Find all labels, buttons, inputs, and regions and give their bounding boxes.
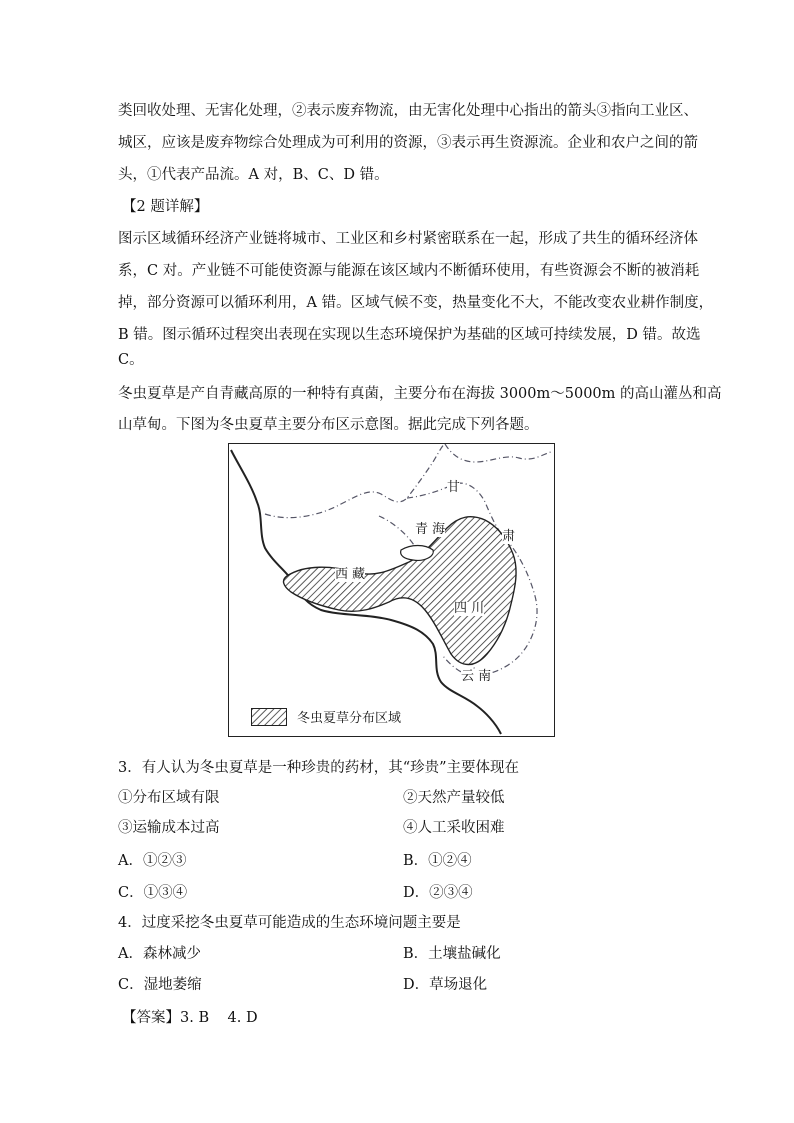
legend-hatch-swatch <box>251 708 287 726</box>
distribution-region <box>284 517 517 665</box>
label-yunnan: 云 南 <box>461 669 492 684</box>
label-sichuan: 四 川 <box>454 601 485 616</box>
province-boundary-north <box>265 444 445 518</box>
text-line: 城区，应该是废弃物综合处理成为可利用的资源，③表示再生资源流。企业和农户之间的箭 <box>118 135 698 151</box>
label-xizang: 西 藏 <box>335 567 366 582</box>
question-stem: 4．过度采挖冬虫夏草可能造成的生态环境问题主要是 <box>118 915 461 931</box>
option-c: C．①③④ <box>118 885 188 901</box>
legend-label: 冬虫夏草分布区域 <box>297 711 402 726</box>
statement-item: ③运输成本过高 <box>118 820 220 836</box>
statement-item: ②天然产量较低 <box>403 790 505 806</box>
option-a: A．①②③ <box>118 853 187 869</box>
text-line: 图示区域循环经济产业链将城市、工业区和乡村紧密联系在一起，形成了共生的循环经济体 <box>118 231 698 247</box>
text-line: 冬虫夏草是产自青藏高原的一种特有真菌，主要分布在海拔 3000m～5000m 的高山灌丛和高 <box>118 386 722 402</box>
province-boundary-top-right <box>445 444 551 462</box>
label-su: 肃 <box>502 529 516 544</box>
label-qinghai: 青 海 <box>415 522 446 537</box>
text-line: B 错。图示循环过程突出表现在实现以生态环境保护为基础的区域可持续发展，D 错。故选 <box>118 327 701 343</box>
answer-line: 【答案】3. B 4. D <box>122 1010 258 1026</box>
statement-item: ④人工采收困难 <box>403 820 505 836</box>
option-b: B．土壤盐碱化 <box>403 946 501 962</box>
option-d: D．②③④ <box>403 885 473 901</box>
map-drawing <box>229 444 553 735</box>
distribution-map <box>228 443 555 737</box>
option-a: A．森林减少 <box>118 946 201 962</box>
text-line: C。 <box>118 352 144 368</box>
option-c: C．湿地萎缩 <box>118 977 202 993</box>
statement-item: ①分布区域有限 <box>118 790 220 806</box>
text-line: 掉，部分资源可以循环利用，A 错。区域气候不变，热量变化不大，不能改变农业耕作制度， <box>118 295 714 311</box>
text-line: 系，C 对。产业链不可能使资源与能源在该区域内不断循环使用，有些资源会不断的被消耗 <box>118 263 700 279</box>
question-stem: 3．有人认为冬虫夏草是一种珍贵的药材，其“珍贵”主要体现在 <box>118 760 520 776</box>
lake-qinghai <box>401 546 434 561</box>
section-heading: 【2 题详解】 <box>122 199 209 215</box>
text-line: 类回收处理、无害化处理，②表示废弃物流，由无害化处理中心指出的箭头③指向工业区、 <box>118 103 698 119</box>
option-d: D．草场退化 <box>403 977 488 993</box>
option-b: B．①②④ <box>403 853 472 869</box>
text-line: 山草甸。下图为冬虫夏草主要分布区示意图。据此完成下列各题。 <box>118 417 539 433</box>
text-line: 头，①代表产品流。A 对，B、C、D 错。 <box>118 167 389 183</box>
label-gan: 甘 <box>447 480 461 495</box>
